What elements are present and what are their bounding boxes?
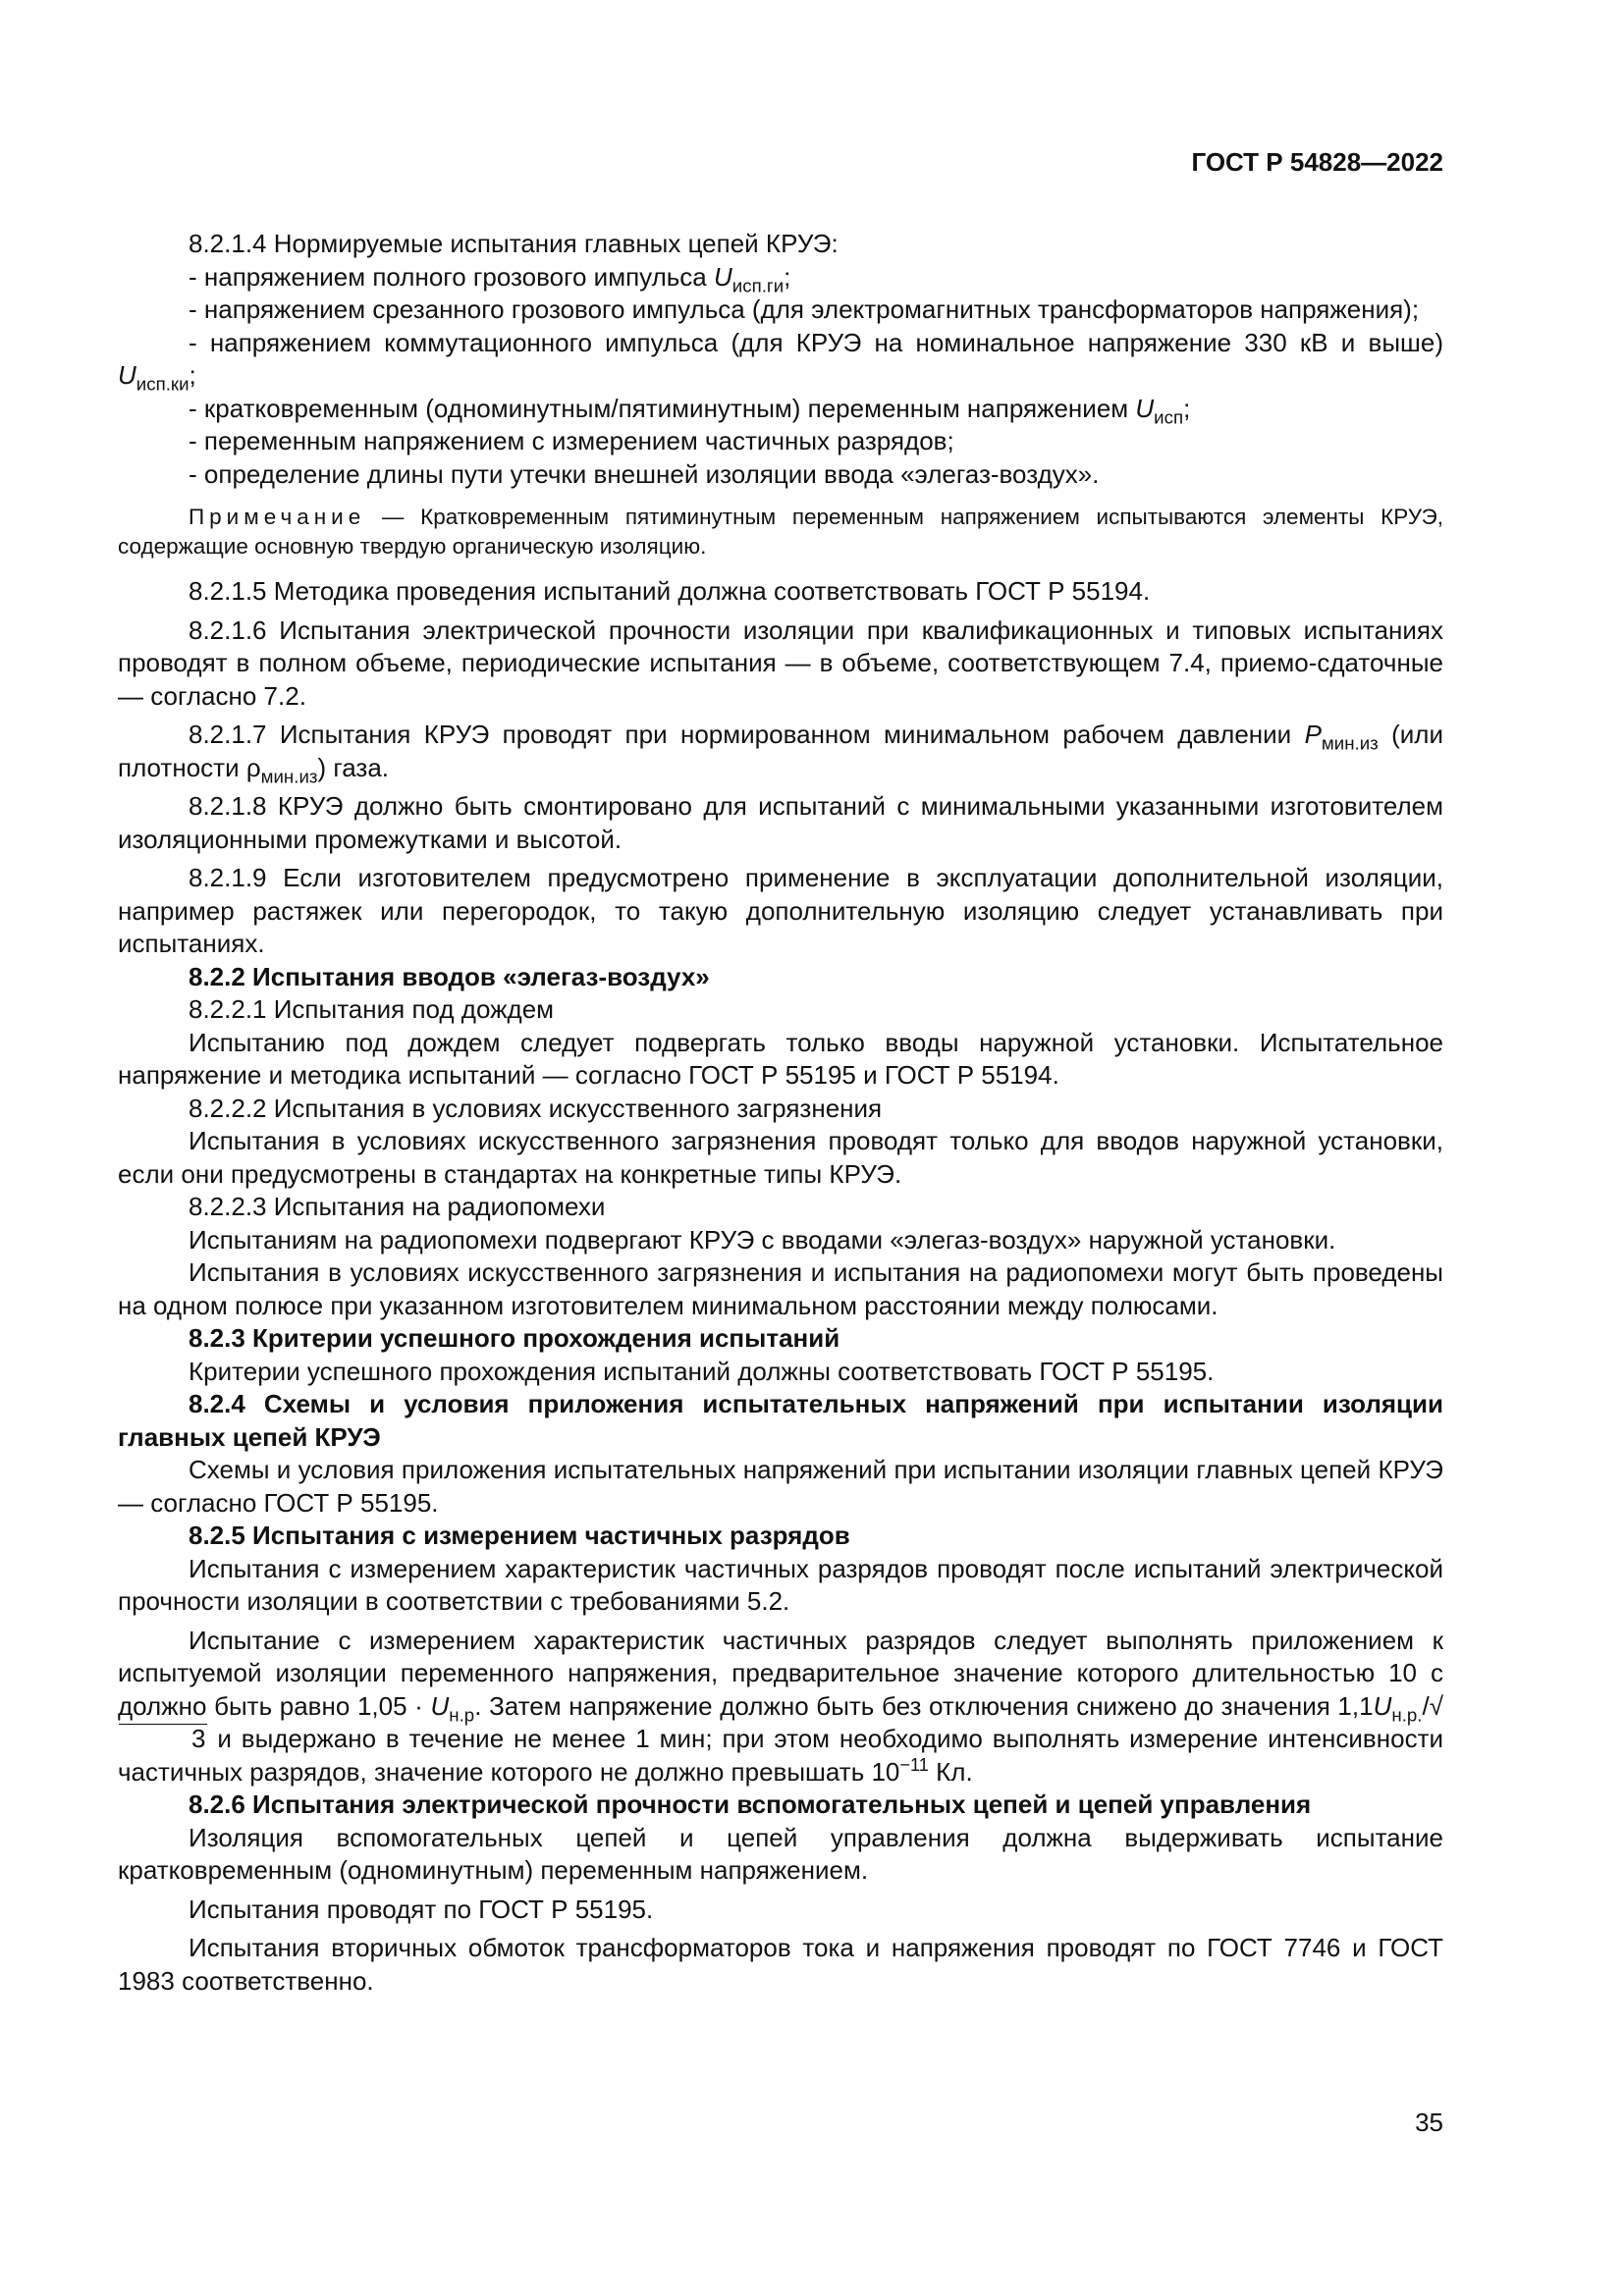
paragraph-8-2-6c: Испытания вторичных обмоток трансформаторов тока и напряжения проводят по ГОСТ 7746 и ГОСТ 1983 соответственно. <box>118 1933 1443 1996</box>
paragraph-8-2-1-8: 8.2.1.8 КРУЭ должно быть смонтировано для испытаний с минимальными указанными изготовителем изоляционными промежутками и высотой. <box>118 791 1443 854</box>
note-label: Примечание <box>189 505 366 529</box>
page-number: 35 <box>1415 2108 1443 2137</box>
section-8-2-1-4-title: 8.2.1.4 Нормируемые испытания главных цепей КРУЭ: <box>189 229 839 258</box>
heading-8-2-4: 8.2.4 Схемы и условия приложения испытательных напряжений при испытании изоляции главных цепей КРУЭ <box>118 1389 1443 1452</box>
paragraph-8-2-2-3b: Испытания в условиях искусственного загрязнения и испытания на радиопомехи могут быть проведены на одном полюсе при указанном изготовителем минимальном расстоянии между полюсами. <box>118 1257 1443 1320</box>
heading-8-2-3: 8.2.3 Критерии успешного прохождения испытаний <box>189 1323 840 1353</box>
document-body <box>118 228 1443 1998</box>
heading-8-2-6: 8.2.6 Испытания электрической прочности вспомогательных цепей и цепей управления <box>189 1789 1312 1819</box>
sqrt-sign: √ <box>1429 1690 1443 1721</box>
paragraph-8-2-1-9: 8.2.1.9 Если изготовителем предусмотрено применение в эксплуатации дополнительной изоляции, например растяжек или перегородок, то такую дополнительную изоляцию следует устанавливать при испытаниях. <box>118 863 1443 958</box>
note <box>118 503 1443 561</box>
paragraph-8-2-2-2: Испытания в условиях искусственного загрязнения проводят только для вводов наружной установки, если они предусмотрены в стандартах на конкретные типы КРУЭ. <box>118 1126 1443 1189</box>
paragraph-8-2-1-6: 8.2.1.6 Испытания электрической прочности изоляции при квалификационных и типовых испытаниях проводят в полном объеме, периодические испытания — в объеме, соответствующем 7.4, приемо-сдаточные — согласно 7.2. <box>118 614 1443 711</box>
list-item: - напряжением срезанного грозового импульса (для электромагнитных трансформаторов напряжения); <box>189 294 1420 324</box>
document-header <box>118 147 1443 178</box>
list-item: - напряжением коммутационного импульса (для КРУЭ на номинальное напряжение 330 кВ и выше) $U_{исп.ки}$; <box>118 327 1443 395</box>
note-text: — Кратковременным пятиминутным переменным напряжением испытываются элементы КРУЭ, содержащие основную твердую органическую изоляцию. <box>118 505 1443 559</box>
list-item: - напряжением полного грозового импульса $U_{исп.ги}$; <box>189 261 791 296</box>
paragraph-8-2-6a: Изоляция вспомогательных цепей и цепей управления должна выдерживать испытание кратковременным (одноминутным) переменным напряжением. <box>118 1822 1443 1885</box>
paragraph-8-2-3: Критерии успешного прохождения испытаний должны соответствовать ГОСТ Р 55195. <box>189 1356 1215 1386</box>
heading-8-2-5: 8.2.5 Испытания с измерением частичных разрядов <box>189 1521 850 1550</box>
paragraph-8-2-5a: Испытания с измерением характеристик частичных разрядов проводят после испытаний электрической прочности изоляции в соответствии с требованиями 5.2. <box>118 1553 1443 1616</box>
paragraph-8-2-1-7: 8.2.1.7 Испытания КРУЭ проводят при нормированном минимальном рабочем давлении $P_{мин.из}$ (или плотности $\rho_{мин.из}$) газа. <box>118 720 1444 787</box>
subheading-8-2-2-1: 8.2.2.1 Испытания под дождем <box>189 994 555 1024</box>
list-item: - переменным напряжением с измерением частичных разрядов; <box>189 426 954 455</box>
heading-8-2-2: 8.2.2 Испытания вводов «элегаз-воздух» <box>189 961 710 991</box>
list-item: - определение длины пути утечки внешней изоляции ввода «элегаз-воздух». <box>189 458 1100 489</box>
document-id: ГОСТ Р 54828—2022 <box>1191 147 1443 177</box>
subheading-8-2-2-2: 8.2.2.2 Испытания в условиях искусственного загрязнения <box>189 1093 883 1123</box>
paragraph-8-2-5b: Испытание с измерением характеристик частичных разрядов следует выполнять приложением к испытуемой изоляции переменного напряжения, предварительное значение которого длительностью 10 с должно быть равно $1,05 \cdot U_{н.р}$. Затем напряжение должно быть без отключения снижено до значения $1,1U_{н.р.}/√3$ и выдержано в течение не менее 1 мин; при этом необходимо выполнять измерение интенсивности частичных разрядов, значение которого не должно превышать $10^{-11}$ Кл. <box>118 1625 1443 1787</box>
sqrt-value: 3 <box>119 1724 207 1753</box>
list-item: - кратковременным (одноминутным/пятиминутным) переменным напряжением $U_{исп}$; <box>189 393 1191 428</box>
paragraph-8-2-4: Схемы и условия приложения испытательных напряжений при испытании изоляции главных цепей КРУЭ — согласно ГОСТ Р 55195. <box>118 1455 1443 1518</box>
paragraph-8-2-2-1: Испытанию под дождем следует подвергать только вводы наружной установки. Испытательное напряжение и методика испытаний — согласно ГОСТ Р 55195 и ГОСТ Р 55194. <box>118 1027 1443 1090</box>
paragraph-8-2-1-5: 8.2.1.5 Методика проведения испытаний должна соответствовать ГОСТ Р 55194. <box>189 576 1151 606</box>
subheading-8-2-2-3: 8.2.2.3 Испытания на радиопомехи <box>189 1192 606 1221</box>
paragraph-8-2-6b: Испытания проводят по ГОСТ Р 55195. <box>189 1894 654 1924</box>
paragraph-8-2-2-3a: Испытаниям на радиопомехи подвергают КРУЭ с вводами «элегаз-воздух» наружной установки. <box>189 1224 1336 1255</box>
